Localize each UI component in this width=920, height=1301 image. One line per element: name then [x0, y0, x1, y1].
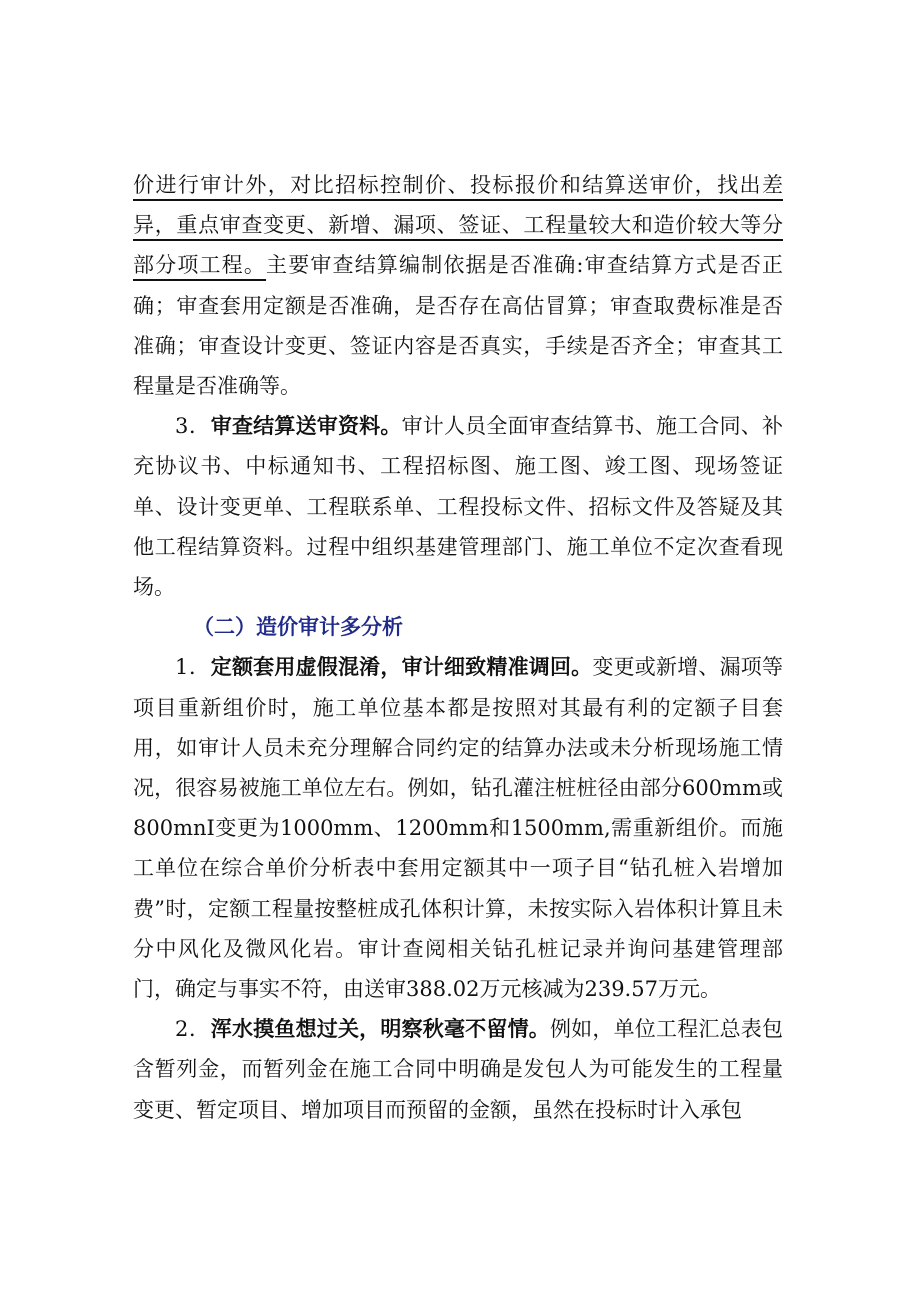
paragraph-text: 审计人员全面审查结算书、施工合同、补充协议书、中标通知书、工程招标图、施工图、竣工图、现场签证单、设计变更单、工程联系单、工程投标文件、招标文件及答疑及其他工程结算资料。过程中组织基建管理部门、施工单位不定次查看现场。: [133, 414, 783, 600]
item-heading: 审查结算送审资料。: [210, 413, 402, 439]
paragraph-text: 主要审查结算编制依据是否准确:审查结算方式是否正确；审查套用定额是否准确，是否存在高估冒算；审查取费标准是否准确；审查设计变更、签证内容是否真实，手续是否齐全；审查其工程量是否准确等。: [133, 253, 784, 399]
paragraph-quota-application: [133, 647, 783, 1009]
paragraph-review-materials: [133, 406, 783, 607]
item-number: 1．: [175, 655, 211, 680]
paragraph-review-scope: [133, 165, 783, 406]
item-heading: 定额套用虚假混淆，审计细致精准调回。: [210, 654, 593, 680]
underlined-text: 价进行审计外，对比招标控制价、投标报价和结算送审价，找出差异，重点审查变更、新增、漏项、签证、工程量较大和造价较大等分部分项工程。: [133, 173, 783, 278]
paragraph-provisional-sum: [133, 1009, 783, 1130]
paragraph-text: 例如，单位工程汇总表包含暂列金，而暂列金在施工合同中明确是发包人为可能发生的工程量变更、暂定项目、增加项目而预留的金额，虽然在投标时计入承包: [133, 1017, 783, 1122]
item-number: 3．: [175, 414, 211, 439]
paragraph-text: 变更或新增、漏项等项目重新组价时，施工单位基本都是按照对其最有利的定额子目套用，如审计人员未充分理解合同约定的结算办法或未分析现场施工情况，很容易被施工单位左右。例如，钻孔灌注桩桩径由部分600mm或800mnI变更为1000mm、1200mm和1500mm,需重新组价。而施工单位在综合单价分析表中套用定额其中一项子目“钻孔桩入岩增加费”时，定额工程量按整桩成孔体积计算，未按实际入岩体积计算且未分中风化及微风化岩。审计查阅相关钻孔桩记录并询问基建管理部门，确定与事实不符，由送审388.02万元核减为239.57万元。: [133, 655, 783, 1002]
item-number: 2．: [175, 1017, 211, 1042]
document-body: [133, 165, 783, 1130]
section-heading: （二）造价审计多分析: [193, 614, 403, 640]
item-heading: 浑水摸鱼想过关，明察秋毫不留情。: [210, 1016, 550, 1042]
